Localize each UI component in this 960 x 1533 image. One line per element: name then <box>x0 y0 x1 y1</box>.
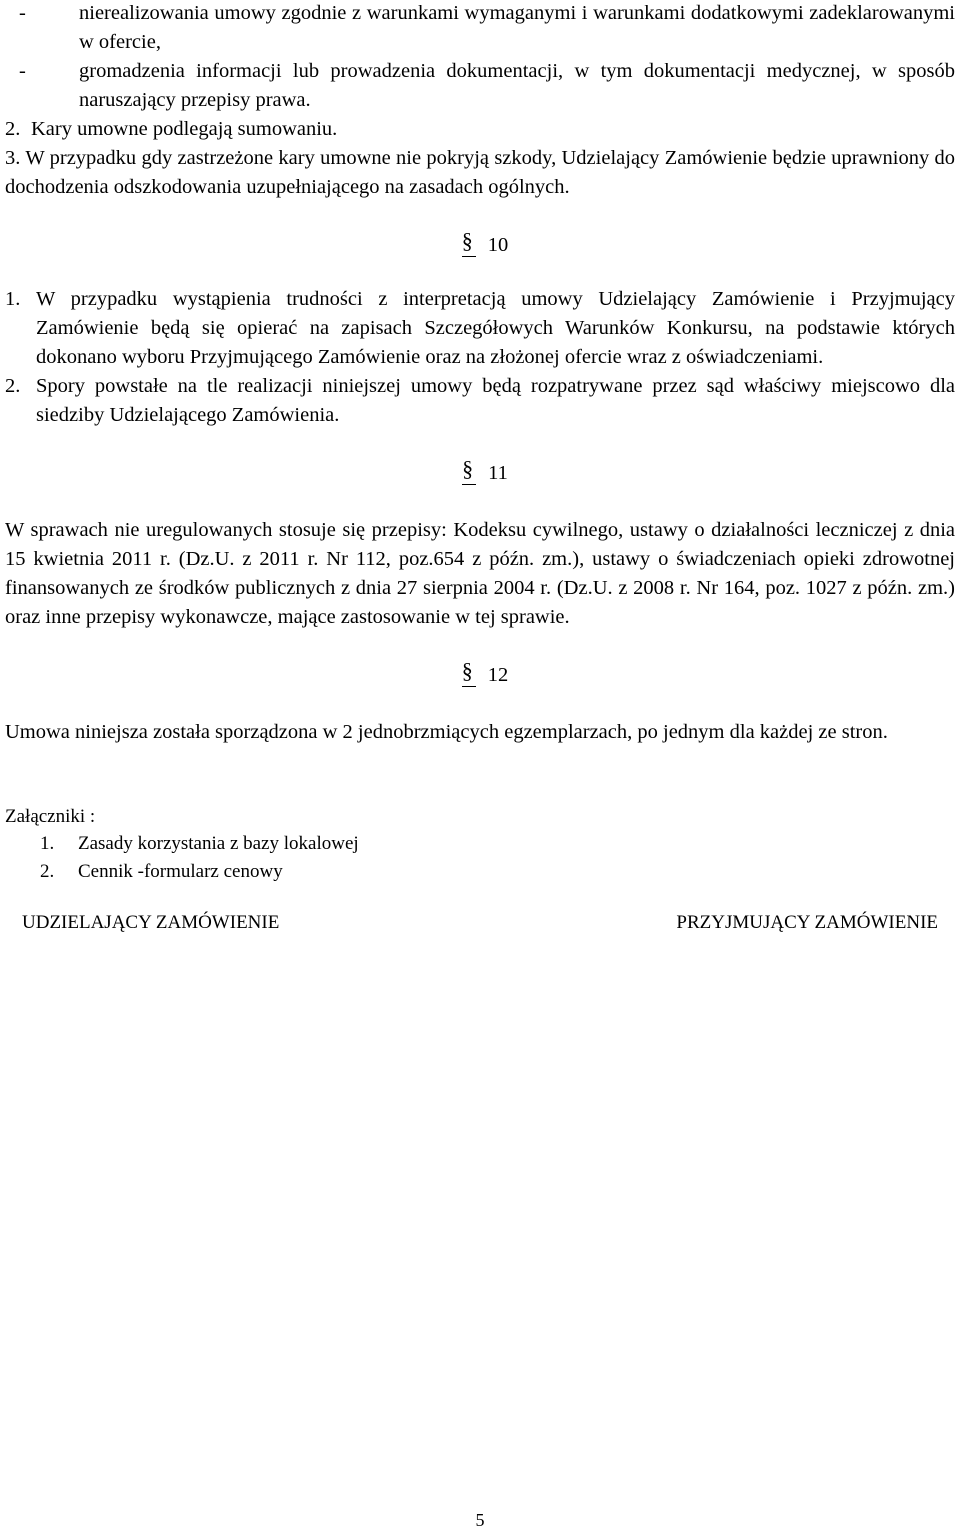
paragraph: Umowa niniejsza została sporządzona w 2 jednobrzmiących egzemplarzach, po jednym dla każdej ze stron. <box>5 721 888 743</box>
list-item-numbered <box>5 372 955 430</box>
item-text: Zasady korzystania z bazy lokalowej <box>78 833 359 854</box>
item-text: W przypadku gdy zastrzeżone kary umowne nie pokryją szkody, Udzielający Zamówienie będzie uprawniony do dochodzenia odszkodowania uzupełniającego na zasadach ogólnych. <box>5 147 956 198</box>
attachments-heading: Załączniki : <box>5 806 96 827</box>
section-sign-icon <box>462 460 476 482</box>
signature-block <box>5 908 955 937</box>
section-sign-icon <box>462 232 476 254</box>
attachments-list <box>5 830 955 886</box>
list-item-dash <box>5 57 955 115</box>
dash-marker: - <box>19 2 26 24</box>
item-number: 2. <box>40 861 55 882</box>
item-text: Spory powstałe na tle realizacji niniejszej umowy będą rozpatrywane przez sąd właściwy miejscowo dla siedziby Udzielającego Zamówienia. <box>36 375 955 426</box>
item-text: W przypadku wystąpienia trudności z interpretacją umowy Udzielający Zamówienie i Przyjmujący Zamówienie będą się opierać na zapisach Szczegółowych Warunków Konkursu, na podstawie których dokonano wyboru Przyjmującego Zamówienie oraz na złożonej ofercie wraz z oświadczeniami. <box>36 288 955 368</box>
list-item-numbered <box>5 285 955 372</box>
item-text: Cennik -formularz cenowy <box>78 861 283 882</box>
dash-item-text: gromadzenia informacji lub prowadzenia dokumentacji, w tym dokumentacji medycznej, w sposób naruszający przepisy prawa. <box>79 60 955 111</box>
document-page <box>5 0 955 937</box>
list-item-numbered <box>5 115 955 144</box>
section-heading-10 <box>5 231 955 260</box>
section-number: 10 <box>487 234 509 256</box>
dash-marker: - <box>19 60 26 82</box>
item-text: Kary umowne podlegają sumowaniu. <box>31 118 338 140</box>
item-number: 1. <box>40 833 55 854</box>
section-heading-11 <box>5 459 955 488</box>
page-number: 5 <box>475 1510 485 1530</box>
item-number: 2. <box>5 118 21 140</box>
list-item <box>40 830 955 858</box>
section-number: 12 <box>487 664 509 686</box>
section-sign-icon <box>462 662 476 684</box>
section-heading-12 <box>5 661 955 690</box>
list-item-dash <box>5 0 955 57</box>
dash-item-text: nierealizowania umowy zgodnie z warunkami wymaganymi i warunkami dodatkowymi zadeklarowanymi w ofercie, <box>79 2 955 53</box>
item-number: 3. <box>5 147 21 169</box>
section-number: 11 <box>488 462 508 484</box>
signature-right: PRZYJMUJĄCY ZAMÓWIENIE <box>676 912 938 933</box>
list-item <box>40 858 955 886</box>
signature-left: UDZIELAJĄCY ZAMÓWIENIE <box>22 912 280 933</box>
item-number: 2. <box>5 375 21 397</box>
list-item-numbered <box>5 144 955 202</box>
item-number: 1. <box>5 288 21 310</box>
paragraph: W sprawach nie uregulowanych stosuje się przepisy: Kodeksu cywilnego, ustawy o działalności leczniczej z dnia 15 kwietnia 2011 r. (Dz.U. z 2011 r. Nr 112, poz.654 z późn. zm.), ustawy o świadczeniach opieki zdrowotnej finansowanych ze środków publicznych z dnia 27 sierpnia 2004 r. (Dz.U. z 2008 r. Nr 164, poz. 1027 z późn. zm.) oraz inne przepisy wykonawcze, mające zastosowanie w tej sprawie. <box>5 519 955 628</box>
